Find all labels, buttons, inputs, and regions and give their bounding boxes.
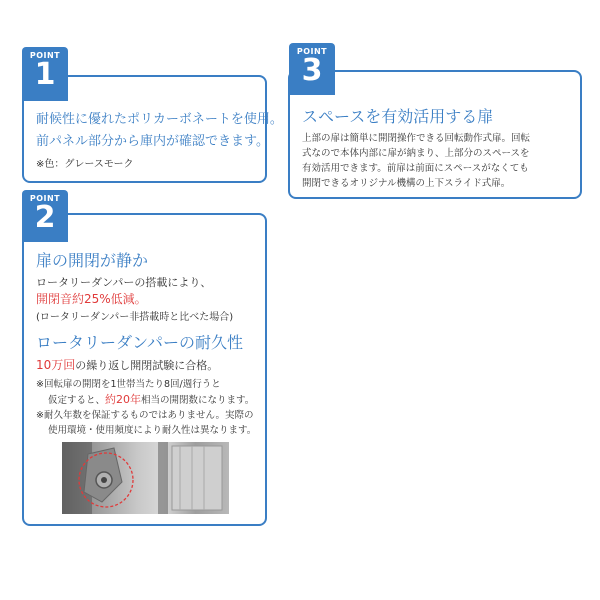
point3-line2: 式なので本体内部に扉が納まり、上部分のスペースを — [302, 148, 530, 159]
point2-note1a: ※回転扉の開閉を1世帯当たり8回/週行うと — [36, 379, 221, 390]
point3-badge — [289, 43, 335, 95]
point2-note2a: ※耐久年数を保証するものではありません。実際の — [36, 410, 254, 421]
point3-line3: 有効活用できます。前扉は前面にスペースがなくても — [302, 163, 529, 174]
point2-highlight2: 10万回 — [36, 358, 76, 372]
point2-note1b-red: 約20年 — [105, 393, 142, 406]
point2-line3: の繰り返し開閉試験に合格。 — [75, 359, 219, 372]
point3-number: 3 — [301, 53, 323, 88]
point2-highlight1: 開閉音約25%低減。 — [36, 292, 147, 306]
point2-durability-line — [36, 356, 218, 373]
point2-note1b-post: 相当の開閉数になります。 — [141, 395, 255, 406]
point2-heading2: ロータリーダンパーの耐久性 — [36, 333, 244, 352]
point2-note1b — [48, 391, 254, 407]
point1-number: 1 — [34, 57, 56, 92]
point2-heading1: 扉の開閉が静か — [36, 251, 149, 270]
point2-note2b: 使用環境・使用頻度により耐久性は異なります。 — [48, 425, 257, 436]
point3-heading: スペースを有効活用する扉 — [302, 107, 494, 126]
point1-line2: 前パネル部分から庫内が確認できます。 — [36, 134, 269, 149]
point1-note: ※色：グレースモーク — [36, 159, 134, 170]
point3-line4: 開閉できるオリジナル機構の上下スライド式扉。 — [302, 178, 511, 189]
point2-badge-label: POINT — [29, 194, 61, 203]
point3-line1: 上部の扉は簡単に開閉操作できる回転動作式扉。回転 — [302, 133, 531, 144]
point2-number: 2 — [34, 200, 56, 235]
point3-badge-label: POINT — [296, 47, 328, 56]
point1-line1: 耐候性に優れたポリカーボネートを使用。 — [36, 112, 283, 127]
damper-photo — [62, 442, 229, 514]
point1-badge — [22, 47, 68, 101]
point2-line1: ロータリーダンパーの搭載により、 — [36, 276, 212, 289]
damper-photo-illustration — [62, 442, 229, 514]
point2-badge — [22, 190, 68, 242]
point2-line2: (ロータリーダンパー非搭載時と比べた場合) — [36, 312, 234, 323]
point1-badge-label: POINT — [29, 51, 61, 60]
point2-note1b-pre: 仮定すると、 — [48, 395, 106, 406]
